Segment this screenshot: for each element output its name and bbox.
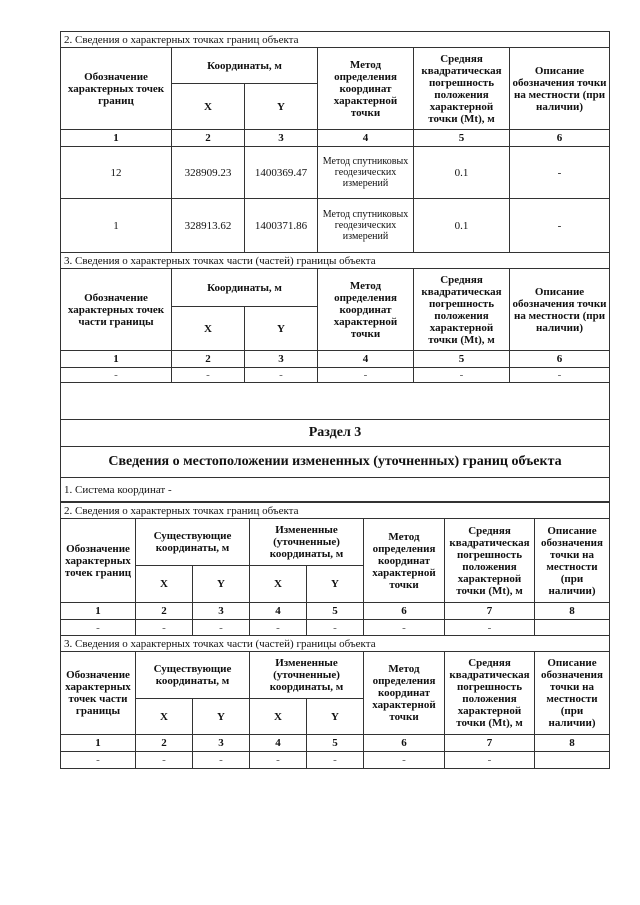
header-accuracy: Средняя квадратическая погрешность положения характерной точки (Mt), м: [414, 48, 510, 130]
header-changed-coords: Измененные (уточненные) координаты, м: [250, 652, 364, 699]
description: -: [510, 147, 610, 199]
header-existing-coords: Существующие координаты, м: [136, 652, 250, 699]
cell: -: [136, 620, 193, 636]
table-row: [61, 368, 610, 383]
column-number: 7: [445, 735, 535, 752]
changed-boundary-points-table: [60, 502, 610, 769]
cell: -: [414, 368, 510, 383]
column-number: 5: [414, 351, 510, 368]
header-accuracy: Средняя квадратическая погрешность положения характерной точки (Mt), м: [445, 652, 535, 735]
table-row: [61, 620, 610, 636]
column-number: 8: [535, 735, 610, 752]
header-y: Y: [245, 84, 318, 130]
coord-y: 1400369.47: [245, 147, 318, 199]
column-number: 6: [510, 130, 610, 147]
cell: -: [307, 620, 364, 636]
cell: -: [445, 620, 535, 636]
document-page: [60, 31, 609, 769]
column-number: 4: [318, 130, 414, 147]
column-number: 3: [193, 735, 250, 752]
column-number: 1: [61, 130, 172, 147]
point-name: 12: [61, 147, 172, 199]
header-name: Обозначение характерных точек границ: [61, 48, 172, 130]
coord-x: 328909.23: [172, 147, 245, 199]
header-changed-coords: Измененные (уточненные) координаты, м: [250, 519, 364, 566]
coord-x: 328913.62: [172, 199, 245, 253]
header-x: X: [136, 699, 193, 735]
coord-y: 1400371.86: [245, 199, 318, 253]
header-existing-coords: Существующие координаты, м: [136, 519, 250, 566]
cell: -: [307, 752, 364, 769]
header-method: Метод определения координат характерной точки: [318, 48, 414, 130]
header-accuracy: Средняя квадратическая погрешность положения характерной точки (Mt), м: [414, 269, 510, 351]
column-numbers-row: [61, 351, 610, 368]
column-number: 5: [414, 130, 510, 147]
section-title: 2. Сведения о характерных точках границ объекта: [61, 503, 610, 519]
cell: -: [364, 620, 445, 636]
cell: -: [445, 752, 535, 769]
cell: -: [172, 368, 245, 383]
column-numbers-row: [61, 130, 610, 147]
header-y: Y: [193, 699, 250, 735]
column-number: 6: [364, 735, 445, 752]
column-number: 4: [250, 603, 307, 620]
cell: -: [61, 752, 136, 769]
table-row: [61, 752, 610, 769]
cell: -: [245, 368, 318, 383]
header-x: X: [250, 699, 307, 735]
method: Метод спутниковых геодезических измерений: [318, 147, 414, 199]
cell: [535, 620, 610, 636]
cell: -: [61, 620, 136, 636]
section-title: 3. Сведения о характерных точках части (частей) границы объекта: [61, 253, 610, 269]
header-y: Y: [193, 566, 250, 603]
column-number: 6: [364, 603, 445, 620]
header-coords: Координаты, м: [172, 269, 318, 307]
column-number: 1: [61, 735, 136, 752]
header-name: Обозначение характерных точек части границы: [61, 652, 136, 735]
section-title: 2. Сведения о характерных точках границ объекта: [61, 32, 610, 48]
header-x: X: [172, 84, 245, 130]
column-number: 4: [250, 735, 307, 752]
cell: -: [510, 368, 610, 383]
header-y: Y: [307, 566, 364, 603]
column-number: 3: [245, 351, 318, 368]
header-accuracy: Средняя квадратическая погрешность положения характерной точки (Mt), м: [445, 519, 535, 603]
column-number: 3: [193, 603, 250, 620]
cell: -: [250, 752, 307, 769]
cell: [535, 752, 610, 769]
column-number: 7: [445, 603, 535, 620]
header-x: X: [136, 566, 193, 603]
cell: -: [193, 752, 250, 769]
header-y: Y: [245, 307, 318, 351]
column-number: 8: [535, 603, 610, 620]
column-number: 2: [172, 351, 245, 368]
header-method: Метод определения координат характерной точки: [318, 269, 414, 351]
header-method: Метод определения координат характерной точки: [364, 652, 445, 735]
accuracy: 0.1: [414, 199, 510, 253]
column-number: 1: [61, 603, 136, 620]
accuracy: 0.1: [414, 147, 510, 199]
header-description: Описание обозначения точки на местности (при наличии): [535, 652, 610, 735]
cell: -: [193, 620, 250, 636]
column-number: 4: [318, 351, 414, 368]
section-heading: Раздел 3: [61, 420, 610, 447]
header-method: Метод определения координат характерной точки: [364, 519, 445, 603]
method: Метод спутниковых геодезических измерений: [318, 199, 414, 253]
header-coords: Координаты, м: [172, 48, 318, 84]
column-numbers-row: [61, 735, 610, 752]
header-name: Обозначение характерных точек части границы: [61, 269, 172, 351]
header-description: Описание обозначения точки на местности (при наличии): [510, 269, 610, 351]
header-name: Обозначение характерных точек границ: [61, 519, 136, 603]
column-number: 5: [307, 735, 364, 752]
point-name: 1: [61, 199, 172, 253]
cell: -: [250, 620, 307, 636]
description: -: [510, 199, 610, 253]
column-numbers-row: [61, 603, 610, 620]
header-x: X: [172, 307, 245, 351]
header-x: X: [250, 566, 307, 603]
table-row: [61, 199, 610, 253]
section-title: 3. Сведения о характерных точках части (частей) границы объекта: [61, 636, 610, 652]
cell: -: [318, 368, 414, 383]
header-description: Описание обозначения точки на местности (при наличии): [510, 48, 610, 130]
cell: -: [136, 752, 193, 769]
column-number: 3: [245, 130, 318, 147]
header-y: Y: [307, 699, 364, 735]
column-number: 1: [61, 351, 172, 368]
cell: -: [364, 752, 445, 769]
blank-spacer: [61, 383, 610, 420]
column-number: 6: [510, 351, 610, 368]
table-row: [61, 147, 610, 199]
boundary-points-table: [60, 31, 610, 502]
column-number: 2: [136, 735, 193, 752]
column-number: 5: [307, 603, 364, 620]
cell: -: [61, 368, 172, 383]
column-number: 2: [136, 603, 193, 620]
coordinate-system: 1. Система координат -: [61, 478, 610, 502]
section-subheading: Сведения о местоположении измененных (уточненных) границ объекта: [61, 447, 610, 478]
column-number: 2: [172, 130, 245, 147]
header-description: Описание обозначения точки на местности (при наличии): [535, 519, 610, 603]
